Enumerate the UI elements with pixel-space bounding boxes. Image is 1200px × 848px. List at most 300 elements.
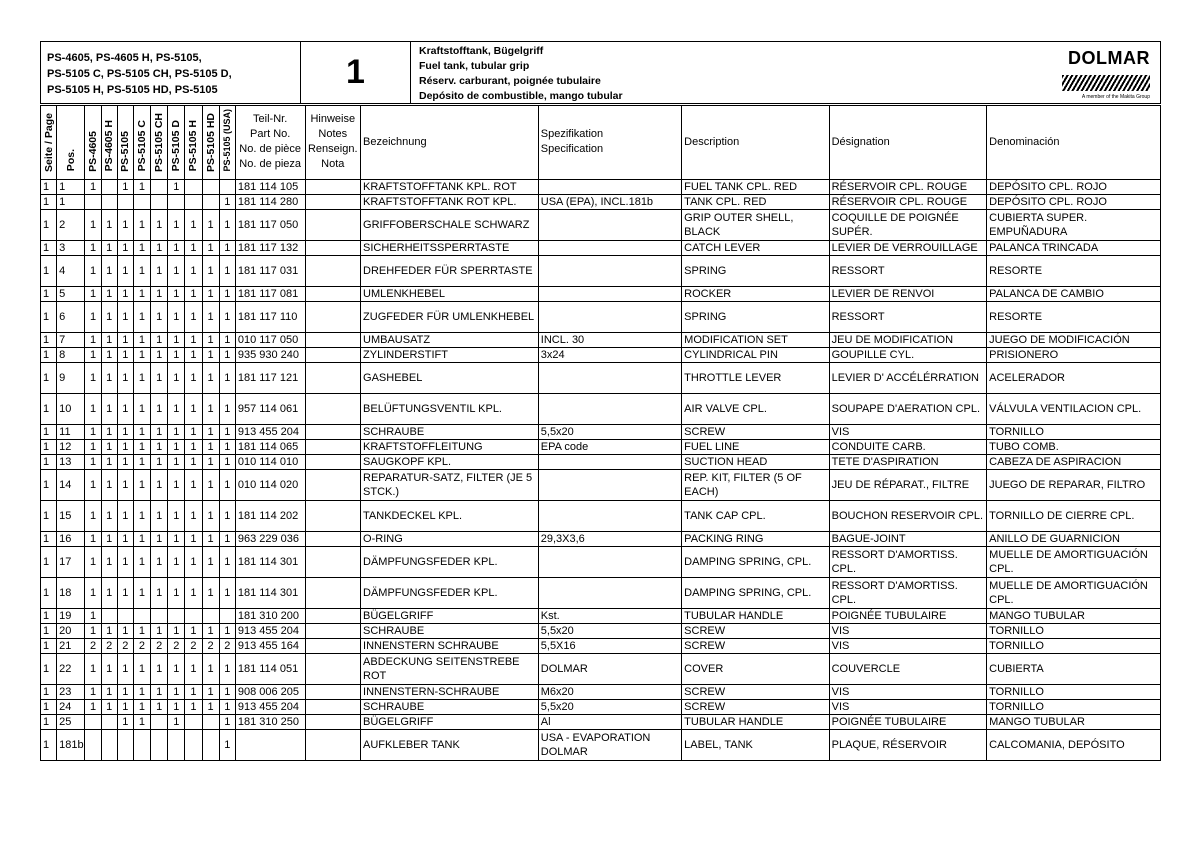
qty-cell: [151, 714, 168, 729]
part-no-cell: 181 117 031: [235, 255, 305, 286]
qty-cell: 1: [85, 623, 101, 638]
qty-cell: 1: [219, 714, 235, 729]
designation-cell: JEU DE RÉPARAT., FILTRE: [829, 469, 987, 500]
notes-cell: [305, 699, 361, 714]
qty-cell: 1: [202, 500, 219, 531]
qty-cell: 1: [185, 577, 202, 608]
denominacion-cell: CABEZA DE ASPIRACION: [987, 454, 1161, 469]
qty-cell: 1: [168, 653, 185, 684]
qty-cell: [151, 179, 168, 194]
col-model: PS-4605: [85, 106, 101, 180]
qty-cell: 1: [185, 699, 202, 714]
spezifikation-cell: 3x24: [538, 347, 681, 362]
table-row: [41, 531, 1161, 546]
notes-cell: [305, 393, 361, 424]
col-model: PS-5105: [117, 106, 133, 180]
qty-cell: 1: [117, 653, 133, 684]
qty-cell: 1: [151, 623, 168, 638]
pos-cell: 19: [57, 608, 85, 623]
page-cell: 1: [41, 714, 57, 729]
qty-cell: 1: [101, 347, 117, 362]
spezifikation-cell: [538, 546, 681, 577]
pos-cell: 25: [57, 714, 85, 729]
notes-cell: [305, 454, 361, 469]
qty-cell: 1: [133, 209, 150, 240]
page-cell: 1: [41, 301, 57, 332]
qty-cell: [151, 194, 168, 209]
qty-cell: 1: [168, 347, 185, 362]
qty-cell: [202, 714, 219, 729]
qty-cell: 1: [117, 500, 133, 531]
model-line: PS-5105 C, PS-5105 CH, PS-5105 D,: [47, 68, 232, 80]
brand-stripes-icon: [1062, 75, 1150, 91]
qty-cell: 1: [117, 301, 133, 332]
denominacion-cell: TORNILLO DE CIERRE CPL.: [987, 500, 1161, 531]
col-page: Seite / Page: [41, 106, 57, 180]
qty-cell: 1: [133, 714, 150, 729]
description-cell: CATCH LEVER: [682, 240, 829, 255]
spezifikation-cell: [538, 209, 681, 240]
col-model: PS-5105 H: [185, 106, 202, 180]
qty-cell: 1: [185, 439, 202, 454]
qty-cell: 1: [151, 577, 168, 608]
spezifikation-cell: 5,5x20: [538, 623, 681, 638]
table-row: [41, 699, 1161, 714]
spezifikation-cell: [538, 500, 681, 531]
qty-cell: 1: [202, 255, 219, 286]
qty-cell: 1: [219, 469, 235, 500]
denominacion-cell: ANILLO DE GUARNICION: [987, 531, 1161, 546]
bezeichnung-cell: ZYLINDERSTIFT: [361, 347, 539, 362]
pos-cell: 1: [57, 194, 85, 209]
pos-cell: 6: [57, 301, 85, 332]
notes-cell: [305, 240, 361, 255]
part-no-cell: 181 117 132: [235, 240, 305, 255]
qty-cell: [85, 194, 101, 209]
denominacion-cell: DEPÓSITO CPL. ROJO: [987, 194, 1161, 209]
pos-cell: 24: [57, 699, 85, 714]
qty-cell: 1: [185, 500, 202, 531]
description-cell: SCREW: [682, 638, 829, 653]
qty-cell: 1: [219, 194, 235, 209]
qty-cell: [219, 608, 235, 623]
description-cell: TUBULAR HANDLE: [682, 714, 829, 729]
qty-cell: 2: [168, 638, 185, 653]
notes-cell: [305, 608, 361, 623]
denominacion-cell: JUEGO DE MODIFICACIÓN: [987, 332, 1161, 347]
page-cell: 1: [41, 209, 57, 240]
table-header-row: [41, 106, 1161, 180]
qty-cell: 1: [219, 454, 235, 469]
brand-name: DOLMAR: [1068, 48, 1150, 68]
designation-cell: RÉSERVOIR CPL. ROUGE: [829, 179, 987, 194]
qty-cell: 1: [101, 286, 117, 301]
designation-cell: RESSORT: [829, 301, 987, 332]
designation-cell: POIGNÉE TUBULAIRE: [829, 608, 987, 623]
qty-cell: 1: [133, 179, 150, 194]
qty-cell: 1: [168, 209, 185, 240]
denominacion-cell: TORNILLO: [987, 638, 1161, 653]
page-cell: 1: [41, 424, 57, 439]
qty-cell: 1: [117, 577, 133, 608]
page-cell: 1: [41, 699, 57, 714]
pos-cell: 5: [57, 286, 85, 301]
qty-cell: 1: [185, 240, 202, 255]
qty-cell: 1: [117, 454, 133, 469]
qty-cell: 1: [202, 286, 219, 301]
bezeichnung-cell: UMBAUSATZ: [361, 332, 539, 347]
table-row: [41, 347, 1161, 362]
qty-cell: 1: [101, 439, 117, 454]
qty-cell: 1: [202, 332, 219, 347]
part-no-cell: 913 455 164: [235, 638, 305, 653]
qty-cell: 1: [85, 286, 101, 301]
qty-cell: [101, 608, 117, 623]
qty-cell: 1: [133, 393, 150, 424]
col-spezifikation: Spezifikation Specification: [538, 106, 681, 180]
part-no-cell: 181 310 250: [235, 714, 305, 729]
spezifikation-cell: 5,5X16: [538, 638, 681, 653]
spezifikation-cell: 29,3X3,6: [538, 531, 681, 546]
qty-cell: 1: [133, 454, 150, 469]
qty-cell: 1: [219, 286, 235, 301]
bezeichnung-cell: INNENSTERN SCHRAUBE: [361, 638, 539, 653]
qty-cell: [202, 608, 219, 623]
qty-cell: 1: [101, 424, 117, 439]
page-cell: 1: [41, 577, 57, 608]
page-cell: 1: [41, 531, 57, 546]
spezifikation-cell: [538, 393, 681, 424]
bezeichnung-cell: AUFKLEBER TANK: [361, 729, 539, 760]
pos-cell: 14: [57, 469, 85, 500]
col-part-no: Teil-Nr. Part No. No. de pièce No. de pieza: [235, 106, 305, 180]
qty-cell: [168, 194, 185, 209]
part-no-cell: 181 117 050: [235, 209, 305, 240]
pos-cell: 181b: [57, 729, 85, 760]
qty-cell: 1: [202, 531, 219, 546]
notes-cell: [305, 439, 361, 454]
qty-cell: 1: [117, 179, 133, 194]
qty-cell: 1: [133, 531, 150, 546]
qty-cell: 1: [117, 684, 133, 699]
col-bezeichnung: Bezeichnung: [361, 106, 539, 180]
qty-cell: 1: [185, 286, 202, 301]
qty-cell: 1: [85, 255, 101, 286]
qty-cell: 1: [85, 653, 101, 684]
part-no-cell: 181 114 051: [235, 653, 305, 684]
bezeichnung-cell: ABDECKUNG SEITENSTREBE ROT: [361, 653, 539, 684]
notes-cell: [305, 362, 361, 393]
page-cell: 1: [41, 469, 57, 500]
notes-cell: [305, 424, 361, 439]
qty-cell: 1: [85, 531, 101, 546]
model-line: PS-4605, PS-4605 H, PS-5105,: [47, 52, 202, 64]
qty-cell: 1: [85, 332, 101, 347]
spezifikation-cell: USA - EVAPORATION DOLMAR: [538, 729, 681, 760]
qty-cell: 1: [202, 240, 219, 255]
qty-cell: 1: [85, 209, 101, 240]
designation-cell: VIS: [829, 684, 987, 699]
bezeichnung-cell: BÜGELGRIFF: [361, 608, 539, 623]
qty-cell: 1: [133, 653, 150, 684]
qty-cell: 1: [168, 286, 185, 301]
qty-cell: 2: [185, 638, 202, 653]
spezifikation-cell: 5,5x20: [538, 424, 681, 439]
designation-cell: RESSORT D'AMORTISS. CPL.: [829, 577, 987, 608]
title-en: Fuel tank, tubular grip: [419, 60, 530, 72]
qty-cell: 1: [168, 577, 185, 608]
qty-cell: [101, 714, 117, 729]
spezifikation-cell: DOLMAR: [538, 653, 681, 684]
qty-cell: 1: [168, 439, 185, 454]
qty-cell: 1: [168, 546, 185, 577]
qty-cell: 1: [117, 531, 133, 546]
col-pos: Pos.: [57, 106, 85, 180]
description-cell: PACKING RING: [682, 531, 829, 546]
table-row: [41, 393, 1161, 424]
qty-cell: [185, 729, 202, 760]
qty-cell: 1: [151, 546, 168, 577]
qty-cell: [202, 179, 219, 194]
col-model: PS-5105 CH: [151, 106, 168, 180]
table-row: [41, 469, 1161, 500]
qty-cell: 1: [151, 531, 168, 546]
qty-cell: 1: [151, 424, 168, 439]
designation-cell: VIS: [829, 699, 987, 714]
denominacion-cell: RESORTE: [987, 255, 1161, 286]
part-no-cell: 010 114 020: [235, 469, 305, 500]
notes-cell: [305, 500, 361, 531]
qty-cell: 1: [202, 653, 219, 684]
qty-cell: 1: [219, 362, 235, 393]
bezeichnung-cell: SAUGKOPF KPL.: [361, 454, 539, 469]
designation-cell: RÉSERVOIR CPL. ROUGE: [829, 194, 987, 209]
notes-cell: [305, 469, 361, 500]
description-cell: TANK CPL. RED: [682, 194, 829, 209]
notes-cell: [305, 347, 361, 362]
pos-cell: 2: [57, 209, 85, 240]
qty-cell: 1: [117, 714, 133, 729]
qty-cell: [101, 179, 117, 194]
qty-cell: 1: [101, 531, 117, 546]
qty-cell: 1: [219, 577, 235, 608]
table-row: [41, 240, 1161, 255]
qty-cell: 1: [117, 362, 133, 393]
qty-cell: 1: [85, 684, 101, 699]
qty-cell: 1: [101, 255, 117, 286]
denominacion-cell: TORNILLO: [987, 424, 1161, 439]
qty-cell: 1: [202, 454, 219, 469]
qty-cell: 1: [133, 439, 150, 454]
qty-cell: 1: [168, 179, 185, 194]
qty-cell: 1: [185, 362, 202, 393]
part-no-cell: 181 114 202: [235, 500, 305, 531]
denominacion-cell: CUBIERTA: [987, 653, 1161, 684]
qty-cell: 1: [133, 699, 150, 714]
qty-cell: [202, 729, 219, 760]
qty-cell: [219, 179, 235, 194]
qty-cell: 1: [202, 546, 219, 577]
notes-cell: [305, 209, 361, 240]
title-fr: Réserv. carburant, poignée tubulaire: [419, 75, 601, 87]
col-model: PS-5105 HD: [202, 106, 219, 180]
qty-cell: 1: [185, 469, 202, 500]
qty-cell: 1: [117, 332, 133, 347]
notes-cell: [305, 301, 361, 332]
page-cell: 1: [41, 240, 57, 255]
page-cell: 1: [41, 500, 57, 531]
qty-cell: 1: [219, 699, 235, 714]
qty-cell: 1: [219, 500, 235, 531]
qty-cell: 1: [117, 286, 133, 301]
qty-cell: 1: [202, 623, 219, 638]
denominacion-cell: TUBO COMB.: [987, 439, 1161, 454]
qty-cell: 1: [219, 347, 235, 362]
part-no-cell: 913 455 204: [235, 424, 305, 439]
col-denominacion: Denominación: [987, 106, 1161, 180]
qty-cell: [117, 608, 133, 623]
spezifikation-cell: Kst.: [538, 608, 681, 623]
qty-cell: 1: [117, 623, 133, 638]
table-row: [41, 653, 1161, 684]
pos-cell: 21: [57, 638, 85, 653]
denominacion-cell: MUELLE DE AMORTIGUACIÓN CPL.: [987, 577, 1161, 608]
denominacion-cell: JUEGO DE REPARAR, FILTRO: [987, 469, 1161, 500]
pos-cell: 1: [57, 179, 85, 194]
bezeichnung-cell: KRAFTSTOFFTANK KPL. ROT: [361, 179, 539, 194]
qty-cell: [133, 729, 150, 760]
description-cell: MODIFICATION SET: [682, 332, 829, 347]
qty-cell: 1: [133, 546, 150, 577]
bezeichnung-cell: KRAFTSTOFFLEITUNG: [361, 439, 539, 454]
pos-cell: 3: [57, 240, 85, 255]
qty-cell: [101, 194, 117, 209]
qty-cell: 1: [133, 301, 150, 332]
denominacion-cell: TORNILLO: [987, 623, 1161, 638]
qty-cell: 1: [168, 699, 185, 714]
qty-cell: 1: [151, 209, 168, 240]
qty-cell: 1: [101, 684, 117, 699]
spezifikation-cell: [538, 240, 681, 255]
qty-cell: 1: [101, 546, 117, 577]
designation-cell: GOUPILLE CYL.: [829, 347, 987, 362]
spezifikation-cell: Al: [538, 714, 681, 729]
denominacion-cell: VÁLVULA VENTILACION CPL.: [987, 393, 1161, 424]
qty-cell: 1: [202, 301, 219, 332]
description-cell: ROCKER: [682, 286, 829, 301]
spezifikation-cell: INCL. 30: [538, 332, 681, 347]
page-cell: 1: [41, 684, 57, 699]
qty-cell: 2: [202, 638, 219, 653]
qty-cell: [85, 729, 101, 760]
bezeichnung-cell: INNENSTERN-SCHRAUBE: [361, 684, 539, 699]
qty-cell: 1: [85, 699, 101, 714]
qty-cell: 1: [202, 577, 219, 608]
pos-cell: 13: [57, 454, 85, 469]
part-no-cell: 913 455 204: [235, 699, 305, 714]
spezifikation-cell: [538, 577, 681, 608]
page-cell: 1: [41, 623, 57, 638]
qty-cell: [85, 714, 101, 729]
bezeichnung-cell: SCHRAUBE: [361, 424, 539, 439]
qty-cell: 1: [117, 439, 133, 454]
qty-cell: 1: [151, 255, 168, 286]
denominacion-cell: PALANCA TRINCADA: [987, 240, 1161, 255]
qty-cell: 1: [133, 577, 150, 608]
qty-cell: 1: [219, 301, 235, 332]
qty-cell: 1: [85, 347, 101, 362]
qty-cell: 1: [202, 439, 219, 454]
page-cell: 1: [41, 653, 57, 684]
col-model: PS-5105 C: [133, 106, 150, 180]
qty-cell: 1: [168, 424, 185, 439]
bezeichnung-cell: GRIFFOBERSCHALE SCHWARZ: [361, 209, 539, 240]
part-no-cell: 010 114 010: [235, 454, 305, 469]
qty-cell: 1: [219, 332, 235, 347]
part-no-cell: 957 114 061: [235, 393, 305, 424]
qty-cell: 2: [85, 638, 101, 653]
qty-cell: 1: [151, 286, 168, 301]
qty-cell: 1: [168, 500, 185, 531]
designation-cell: CONDUITE CARB.: [829, 439, 987, 454]
qty-cell: 1: [202, 347, 219, 362]
description-cell: SPRING: [682, 255, 829, 286]
page-cell: 1: [41, 179, 57, 194]
qty-cell: 2: [151, 638, 168, 653]
qty-cell: 1: [117, 347, 133, 362]
col-model: PS-5105 (USA): [219, 106, 235, 180]
qty-cell: 1: [185, 424, 202, 439]
part-no-cell: 963 229 036: [235, 531, 305, 546]
page-cell: 1: [41, 286, 57, 301]
description-cell: THROTTLE LEVER: [682, 362, 829, 393]
qty-cell: 1: [151, 393, 168, 424]
qty-cell: 1: [202, 424, 219, 439]
description-cell: TANK CAP CPL.: [682, 500, 829, 531]
notes-cell: [305, 179, 361, 194]
qty-cell: [151, 608, 168, 623]
title-es: Depósito de combustible, mango tubular: [419, 90, 623, 102]
qty-cell: 1: [185, 546, 202, 577]
designation-cell: RESSORT: [829, 255, 987, 286]
pos-cell: 11: [57, 424, 85, 439]
table-row: [41, 638, 1161, 653]
pos-cell: 15: [57, 500, 85, 531]
denominacion-cell: CUBIERTA SUPER. EMPUÑADURA: [987, 209, 1161, 240]
table-row: [41, 332, 1161, 347]
designation-cell: LEVIER D' ACCÉLÉRRATION: [829, 362, 987, 393]
designation-cell: COQUILLE DE POIGNÉE SUPÉR.: [829, 209, 987, 240]
qty-cell: 1: [133, 500, 150, 531]
designation-cell: TETE D'ASPIRATION: [829, 454, 987, 469]
qty-cell: 1: [101, 240, 117, 255]
qty-cell: 1: [117, 546, 133, 577]
notes-cell: [305, 638, 361, 653]
denominacion-cell: RESORTE: [987, 301, 1161, 332]
qty-cell: 1: [133, 684, 150, 699]
qty-cell: 1: [185, 209, 202, 240]
part-no-cell: 181 114 301: [235, 577, 305, 608]
table-row: [41, 577, 1161, 608]
qty-cell: 1: [168, 301, 185, 332]
qty-cell: 1: [117, 209, 133, 240]
qty-cell: 1: [85, 362, 101, 393]
description-cell: SCREW: [682, 424, 829, 439]
pos-cell: 8: [57, 347, 85, 362]
qty-cell: 1: [219, 255, 235, 286]
denominacion-cell: ACELERADOR: [987, 362, 1161, 393]
qty-cell: 1: [202, 393, 219, 424]
